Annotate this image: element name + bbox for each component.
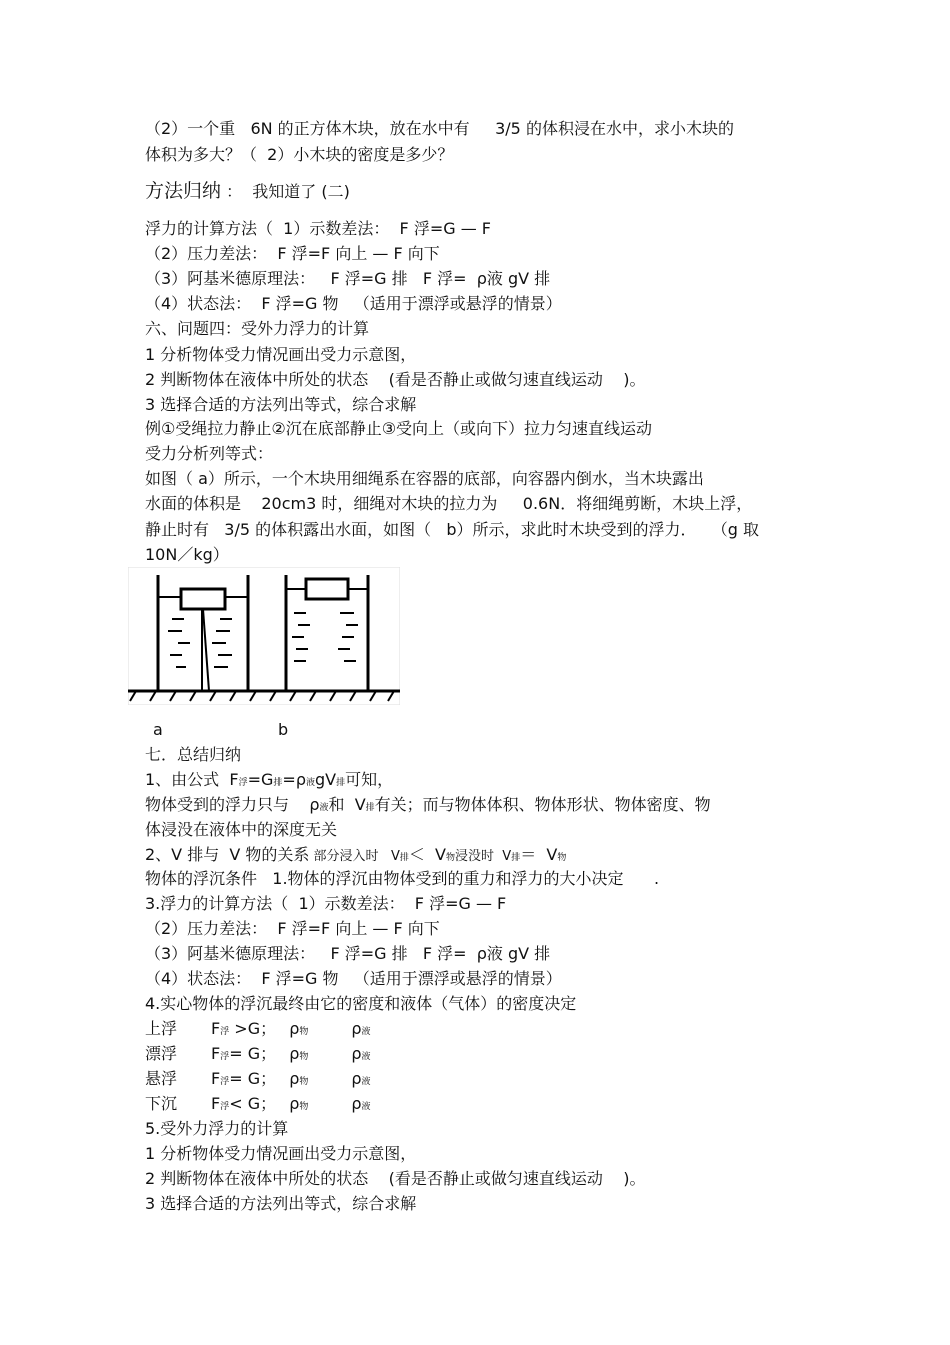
text-line: 3 选择合适的方法列出等式，综合求解 [145,395,417,414]
text-line: 体积为多大？（ 2）小木块的密度是多少？ [145,145,454,164]
t: 物体受到的浮力只与 ρ [145,795,320,814]
subscript: 物 [299,1102,309,1112]
t: >G； [229,1019,277,1038]
text-line: 受力分析列等式： [145,444,274,463]
subscript: 物 [557,853,567,863]
subscript: 浮 [220,1102,230,1112]
text-line: 六、问题四：受外力浮力的计算 [145,319,370,338]
subscript: 排 [365,803,375,813]
t: F [211,1019,221,1038]
t: 悬浮 [145,1069,178,1088]
subscript: 排 [273,778,283,788]
text-line: 静止时有 3/5 的体积露出水面，如图（ b）所示，求此时木块受到的浮力． （g 取 [145,520,760,539]
text-line: （4）状态法： F 浮=G 物 （适用于漂浮或悬浮的情景） [145,969,562,988]
text-line [145,845,566,868]
t: ρ [289,1044,300,1063]
text-line: （3）阿基米德原理法： F 浮=G 排 F 浮= ρ液 gV 排 [145,269,551,288]
t: ＝ V [520,845,558,864]
subscript: 浮 [220,1027,230,1037]
text-line: 3.浮力的计算方法（ 1）示数差法： F 浮=G — F [145,894,507,913]
subscript: 物 [299,1027,309,1037]
subscript: 液 [319,803,329,813]
t: ρ [289,1069,300,1088]
t: ρ [351,1069,362,1088]
section-heading [145,181,350,202]
t: F [211,1069,221,1088]
t: ρ [351,1019,362,1038]
text-line: 5.受外力浮力的计算 [145,1119,289,1138]
text-line: 物体的浮沉条件 1.物体的浮沉由物体受到的重力和浮力的大小决定 . [145,869,660,888]
text-line: 2 判断物体在液体中所处的状态 (看是否静止或做匀速直线运动 )。 [145,1169,646,1188]
text-line: （3）阿基米德原理法： F 浮=G 排 F 浮= ρ液 gV 排 [145,944,551,963]
t: ρ [289,1094,300,1113]
t: 和 V [328,795,366,814]
t: ＜ V [408,845,446,864]
condition-row [145,1069,371,1092]
text-line: 3 选择合适的方法列出等式，综合求解 [145,1194,417,1213]
subscript: 液 [361,1102,371,1112]
condition-row [145,1094,371,1117]
text-line: （2）压力差法： F 浮=F 向上 — F 向下 [145,244,440,263]
t: = G； [229,1044,277,1063]
text-line: 水面的体积是 20cm3 时，细绳对木块的拉力为 0.6N．将细绳剪断，木块上浮， [145,494,753,513]
formula-line [145,770,393,793]
text-line: 七．总结归纳 [145,745,242,764]
text-line: （4）状态法： F 浮=G 物 （适用于漂浮或悬浮的情景） [145,294,562,313]
t: =G [247,770,274,789]
t: 可知， [345,770,394,789]
subscript: 物 [446,853,456,863]
subscript: 浮 [238,778,248,788]
t: 浸没时 V [455,849,512,864]
subscript: 液 [361,1027,371,1037]
subscript: 排 [336,778,346,788]
text-line: 1 分析物体受力情况画出受力示意图， [145,1144,417,1163]
t: =ρ [282,770,306,789]
subscript: 物 [299,1052,309,1062]
t: 上浮 [145,1019,178,1038]
t: ρ [289,1019,300,1038]
condition-row [145,1044,371,1067]
t: 2、V 排与 V 物的关系 [145,845,310,864]
condition-row [145,1019,371,1042]
subscript: 排 [511,853,521,863]
text-line: 10N／kg） [145,545,229,564]
heading-rest: ： 我知道了 (二) [221,182,350,201]
subscript: 浮 [220,1052,230,1062]
container-figure [128,567,400,705]
text-line [145,795,711,818]
t: 部分浸入时 V [309,849,400,864]
subscript: 浮 [220,1077,230,1087]
subscript: 排 [399,853,409,863]
text-line: 1 分析物体受力情况画出受力示意图， [145,345,417,364]
figure-label-a: a [153,720,163,739]
t: F [211,1044,221,1063]
subscript: 物 [299,1077,309,1087]
text-line: （2）一个重 6N 的正方体木块，放在水中有 3/5 的体积浸在水中，求小木块的 [145,119,734,138]
text-line: 例①受绳拉力静止②沉在底部静止③受向上（或向下）拉力匀速直线运动 [145,419,653,438]
t: ρ [351,1044,362,1063]
text-line: 如图（ a）所示，一个木块用细绳系在容器的底部，向容器内倒水，当木块露出 [145,469,704,488]
t: = G； [229,1069,277,1088]
text-line: 2 判断物体在液体中所处的状态 (看是否静止或做匀速直线运动 )。 [145,370,646,389]
text-line: 体浸没在液体中的深度无关 [145,820,338,839]
t: 有关；而与物体体积、物体形状、物体密度、物 [374,795,711,814]
subscript: 液 [361,1077,371,1087]
figure-label-b: b [278,720,289,739]
t: gV [314,770,337,789]
t: 漂浮 [145,1044,178,1063]
text-line: 浮力的计算方法（ 1）示数差法： F 浮=G — F [145,219,491,238]
subscript: 液 [305,778,315,788]
t: 下沉 [145,1094,178,1113]
t: ρ [351,1094,362,1113]
t: 1、由公式 F [145,770,239,789]
text-line: 4.实心物体的浮沉最终由它的密度和液体（气体）的密度决定 [145,994,577,1013]
t: F [211,1094,221,1113]
t: < G； [229,1094,277,1113]
subscript: 液 [361,1052,371,1062]
text-line: （2）压力差法： F 浮=F 向上 — F 向下 [145,919,440,938]
heading-main: 方法归纳 [145,180,222,202]
